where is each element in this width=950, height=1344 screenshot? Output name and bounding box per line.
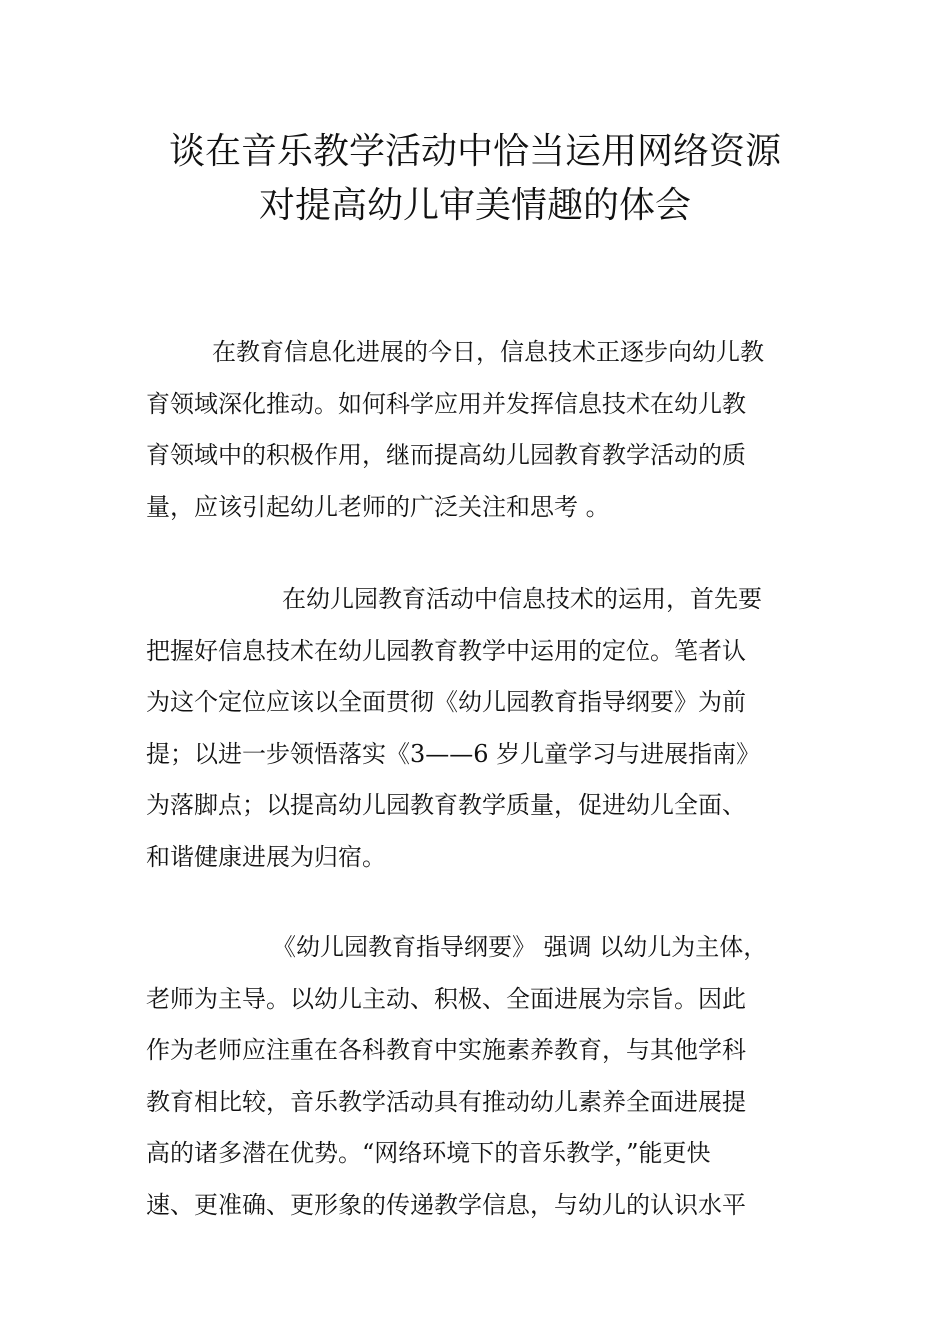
paragraph-line: 育领域深化推动。如何科学应用并发挥信息技术在幼儿教 [146,389,746,418]
paragraph-line: 教育相比较，音乐教学活动具有推动幼儿素养全面进展提 [146,1087,746,1116]
paragraph-line: 和谐健康进展为归宿。 [146,842,386,871]
paragraph-line: 老师为主导。以幼儿主动、积极、全面进展为宗旨。因此 [146,984,746,1013]
paragraph-line: 速、更准确、更形象的传递教学信息，与幼儿的认识水平 [146,1190,746,1219]
paragraph-line: 提；以进一步领悟落实《3——6 岁儿童学习与进展指南》 [146,739,761,768]
paragraph-3 [146,922,806,1231]
paragraph-line: 高的诸多潜在优势。“网络环境下的音乐教学，”能更快 [146,1139,711,1167]
paragraph-line: 在幼儿园教育活动中信息技术的运用，首先要 [282,585,762,613]
paragraph-line: 在教育信息化进展的今日，信息技术正逐步向幼儿教 [212,338,764,366]
paragraph-line: 作为老师应注重在各科教育中实施素养教育，与其他学科 [146,1036,746,1064]
title-line-1: 谈在音乐教学活动中恰当运用网络资源 [168,131,781,172]
document-title [120,125,830,233]
paragraph-line: 育领域中的积极作用，继而提高幼儿园教育教学活动的质 [146,441,746,469]
title-line-2: 对提高幼儿审美情趣的体会 [258,185,691,226]
paragraph-line: 为落脚点；以提高幼儿园教育教学质量，促进幼儿全面、 [146,791,746,819]
paragraph-2 [146,574,806,883]
paragraph-line: 量，应该引起幼儿老师的广泛关注和思考 。 [146,492,610,521]
paragraph-1 [146,327,806,533]
paragraph-line: 《幼儿园教育指导纲要》 强调 以幼儿为主体， [272,933,768,961]
paragraph-line: 把握好信息技术在幼儿园教育教学中运用的定位。笔者认 [146,636,746,665]
paragraph-line: 为这个定位应该以全面贯彻《幼儿园教育指导纲要》为前 [146,688,746,716]
